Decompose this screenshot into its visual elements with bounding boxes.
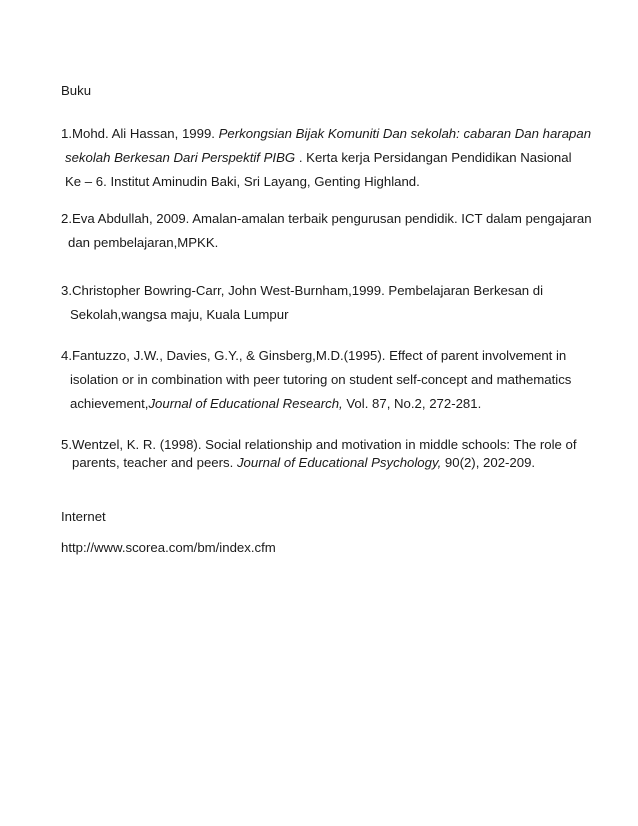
reference-text: Sekolah,wangsa maju, Kuala Lumpur bbox=[70, 307, 289, 322]
reference-line bbox=[61, 231, 631, 255]
reference-line bbox=[61, 146, 631, 170]
reference-text: parents, teacher and peers. bbox=[72, 455, 237, 470]
internet-heading: Internet bbox=[61, 509, 106, 524]
reference-text: 3.Christopher Bowring-Carr, John West-Burnham,1999. Pembelajaran Berkesan di bbox=[61, 283, 544, 298]
reference-title: Perkongsian Bijak Komuniti Dan sekolah: cabaran Dan harapan bbox=[218, 126, 592, 141]
reference-text: dan pembelajaran,MPKK. bbox=[68, 235, 219, 250]
reference-text: Vol. 87, No.2, 272-281. bbox=[342, 396, 482, 411]
internet-url-link[interactable]: http://www.scorea.com/bm/index.cfm bbox=[61, 540, 276, 555]
reference-item-2 bbox=[61, 207, 631, 255]
reference-title: sekolah Berkesan Dari Perspektif PIBG bbox=[65, 150, 296, 165]
reference-text: 4.Fantuzzo, J.W., Davies, G.Y., & Ginsberg,M.D.(1995). Effect of parent involvement in bbox=[61, 348, 567, 363]
reference-item-5 bbox=[61, 436, 631, 472]
reference-item-3 bbox=[61, 279, 631, 327]
reference-line bbox=[61, 368, 631, 392]
reference-text: Ke – 6. Institut Aminudin Baki, Sri Layang, Genting Highland. bbox=[65, 174, 420, 189]
reference-text: 1.Mohd. Ali Hassan, 1999. bbox=[61, 126, 219, 141]
reference-item-1 bbox=[61, 122, 631, 194]
reference-line bbox=[61, 279, 631, 303]
reference-line bbox=[61, 454, 631, 472]
reference-item-4 bbox=[61, 344, 631, 416]
reference-text: 2.Eva Abdullah, 2009. Amalan-amalan terbaik pengurusan pendidik. ICT dalam pengajaran bbox=[61, 211, 592, 226]
reference-line bbox=[61, 303, 631, 327]
books-heading: Buku bbox=[61, 83, 92, 98]
reference-text: . Kerta kerja Persidangan Pendidikan Nasional bbox=[295, 150, 572, 165]
reference-line bbox=[61, 170, 631, 194]
reference-line bbox=[61, 392, 631, 416]
reference-line bbox=[61, 436, 631, 454]
reference-title: Journal of Educational Psychology, bbox=[236, 455, 442, 470]
reference-line bbox=[61, 344, 631, 368]
reference-text: achievement, bbox=[70, 396, 149, 411]
reference-line bbox=[61, 122, 631, 146]
reference-text: 5.Wentzel, K. R. (1998). Social relationship and motivation in middle schools: The role of bbox=[61, 437, 577, 452]
reference-title: Journal of Educational Research, bbox=[148, 396, 343, 411]
reference-text: isolation or in combination with peer tutoring on student self-concept and mathematics bbox=[70, 372, 572, 387]
reference-text: 90(2), 202-209. bbox=[441, 455, 536, 470]
reference-line bbox=[61, 207, 631, 231]
